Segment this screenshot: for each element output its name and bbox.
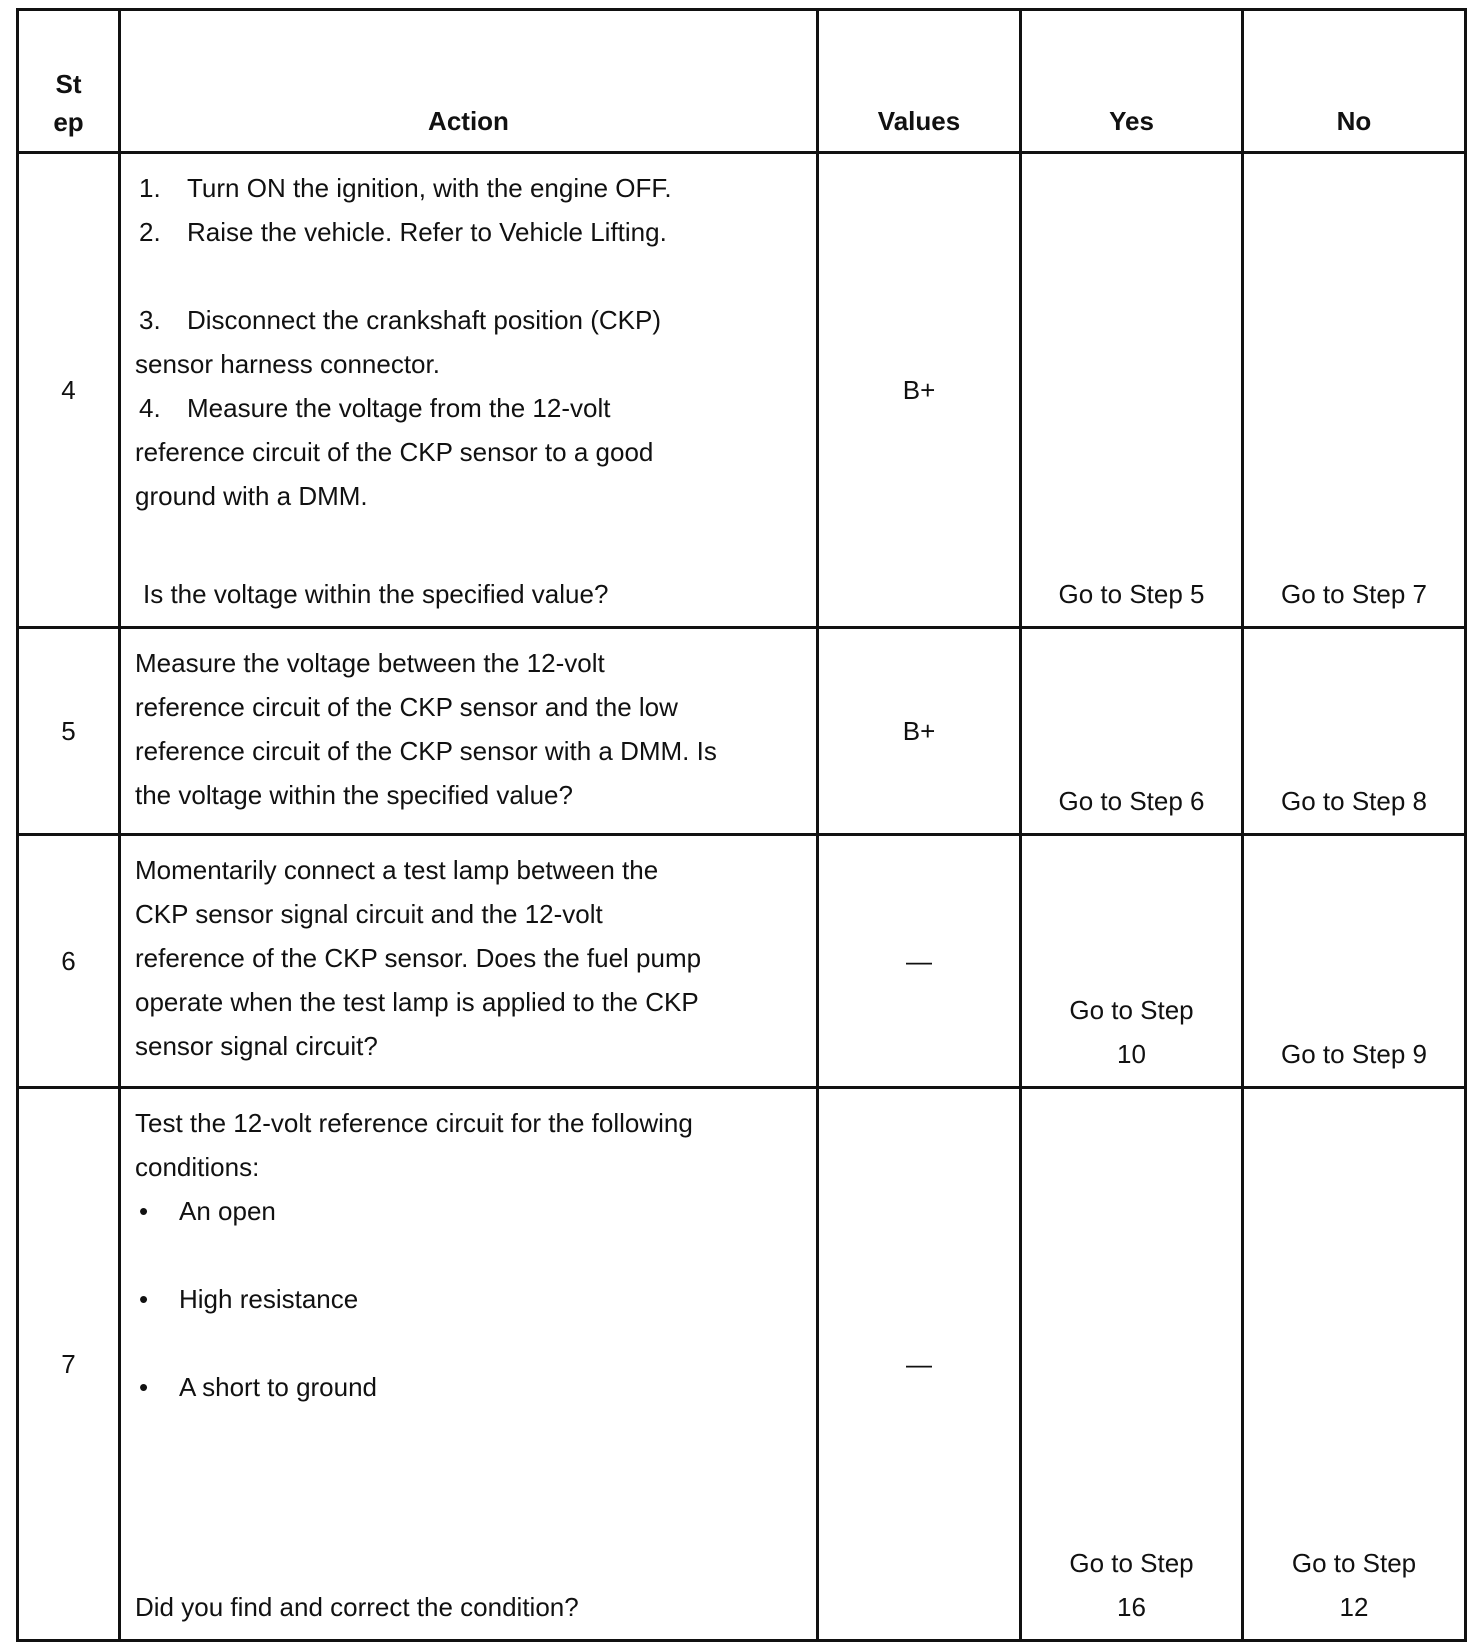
header-row [18, 10, 1466, 153]
list-item: 2. Raise the vehicle. Refer to Vehicle Lifting. [139, 217, 667, 247]
no-cell: Go to Step 8 [1243, 628, 1466, 835]
step-cell: 6 [18, 835, 120, 1088]
action-line: conditions: [135, 1152, 260, 1182]
header-no: No [1243, 10, 1466, 153]
list-item: 4. Measure the voltage from the 12-volt [139, 393, 611, 423]
action-line: reference circuit of the CKP sensor with a DMM. Is [135, 736, 717, 766]
action-line: operate when the test lamp is applied to the CKP [135, 987, 699, 1017]
step-cell: 7 [18, 1088, 120, 1641]
values-cell: B+ [818, 153, 1021, 628]
action-cell [120, 153, 818, 628]
table-row [18, 628, 1466, 835]
values-cell: B+ [818, 628, 1021, 835]
step-cell: 4 [18, 153, 120, 628]
list-item-continued: sensor harness connector. [135, 349, 440, 379]
yes-cell: Go to Step 16 [1021, 1088, 1243, 1641]
question-text: Did you find and correct the condition? [135, 1592, 579, 1622]
action-line: Measure the voltage between the 12-volt [135, 648, 605, 678]
yes-cell: Go to Step 10 [1021, 835, 1243, 1088]
table-row [18, 835, 1466, 1088]
bullet-item: • An open [139, 1196, 276, 1226]
action-line: sensor signal circuit? [135, 1031, 378, 1061]
no-cell: Go to Step 12 [1243, 1088, 1466, 1641]
table-row [18, 1088, 1466, 1641]
list-item: 1. Turn ON the ignition, with the engine OFF. [139, 173, 672, 203]
values-cell: — [818, 835, 1021, 1088]
step-cell: 5 [18, 628, 120, 835]
header-step: St ep [18, 10, 120, 153]
bullet-item: • A short to ground [139, 1372, 378, 1402]
yes-cell: Go to Step 6 [1021, 628, 1243, 835]
diagnostic-table [16, 8, 1467, 1642]
list-item-continued: reference circuit of the CKP sensor to a good [135, 437, 654, 467]
action-cell [120, 628, 818, 835]
no-cell: Go to Step 9 [1243, 835, 1466, 1088]
list-item: 3. Disconnect the crankshaft position (CKP) [139, 305, 661, 335]
action-line: Test the 12-volt reference circuit for the following [135, 1108, 693, 1138]
action-line: CKP sensor signal circuit and the 12-volt [135, 899, 603, 929]
list-item-continued: ground with a DMM. [135, 481, 368, 511]
no-cell: Go to Step 7 [1243, 153, 1466, 628]
values-cell: — [818, 1088, 1021, 1641]
yes-cell: Go to Step 5 [1021, 153, 1243, 628]
action-cell [120, 835, 818, 1088]
bullet-item: • High resistance [139, 1284, 359, 1314]
action-line: Momentarily connect a test lamp between the [135, 855, 659, 885]
header-action: Action [120, 10, 818, 153]
action-line: the voltage within the specified value? [135, 780, 573, 810]
action-line: reference of the CKP sensor. Does the fuel pump [135, 943, 702, 973]
question-text: Is the voltage within the specified value? [143, 579, 609, 609]
action-line: reference circuit of the CKP sensor and the low [135, 692, 678, 722]
table-row [18, 153, 1466, 628]
action-cell [120, 1088, 818, 1641]
header-yes: Yes [1021, 10, 1243, 153]
header-values: Values [818, 10, 1021, 153]
